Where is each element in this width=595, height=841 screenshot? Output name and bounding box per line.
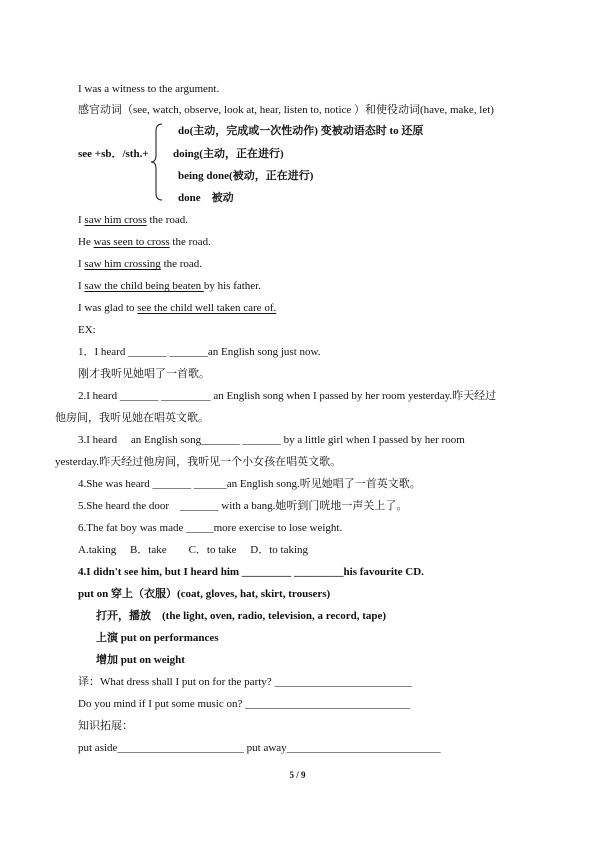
exercise-heading: EX: (78, 324, 96, 336)
exercise-question: 2.I heard _______ _________ an English song when I passed by her room yesterday.昨天经过 (78, 390, 497, 402)
exercise-question: 6.The fat boy was made _____more exercise to lose weight. (78, 522, 343, 534)
extension-line: put aside_______________________ put away____________________________ (78, 742, 441, 754)
example-sentence: I was glad to see the child well taken care of. (78, 302, 277, 314)
phrase-meaning: 上演 put on performances (96, 632, 219, 644)
exercise-question: 1．I heard _______ _______an English song just now. (78, 346, 321, 358)
exercise-question: 4.I didn't see him, but I heard him _________ _________his favourite CD. (78, 566, 424, 578)
exercise-options: A.taking B．take C．to take D．to taking (78, 544, 309, 556)
brace-item-being-done: being done(被动，正在进行) (178, 170, 314, 182)
exercise-question: 4.She was heard _______ ______an English song.听见她唱了一首英文歌。 (78, 478, 421, 490)
see-pattern-label: see +sb．/sth.+ (78, 148, 149, 160)
example-sentence: I saw him cross the road. (78, 214, 188, 226)
example-sentence: He was seen to cross the road. (78, 236, 211, 248)
example-sentence: I saw the child being beaten by his father. (78, 280, 261, 292)
exercise-question-cont: 他房间，我听见她在唱英文歌。 (55, 412, 209, 424)
text-line: 感官动词（see, watch, observe, look at, hear, listen to, notice ）和使役动词(have, make, let) (78, 104, 494, 116)
brace-item-doing: doing(主动，正在进行) (173, 148, 284, 160)
page-number: 5 / 9 (289, 770, 306, 780)
brace-item-done: done 被动 (178, 192, 234, 204)
brace-item-do: do(主动，完成或一次性动作) 变被动语态时 to 还原 (178, 125, 424, 137)
translation-exercise: 译：What dress shall I put on for the party? _________________________ (78, 676, 412, 688)
phrase-meaning: 增加 put on weight (96, 654, 185, 666)
exercise-question: 3.I heard an English song_______ _______ by a little girl when I passed by her room (78, 434, 465, 446)
curly-brace-icon (150, 123, 164, 201)
example-sentence: I saw him crossing the road. (78, 258, 203, 270)
phrase-meaning: 打开，播放 (the light, oven, radio, television, a record, tape) (96, 610, 387, 622)
translation-exercise: Do you mind if I put some music on? ______________________________ (78, 698, 411, 710)
exercise-question-cont: yesterday.昨天经过他房间，我听见一个小女孩在唱英文歌。 (55, 456, 342, 468)
exercise-translation: 刚才我听见她唱了一首歌。 (78, 368, 210, 380)
phrase-put-on: put on 穿上（衣服）(coat, gloves, hat, skirt, trousers) (78, 588, 331, 600)
text-line: I was a witness to the argument. (78, 83, 220, 95)
extension-heading: 知识拓展： (78, 720, 133, 732)
exercise-question: 5.She heard the door _______ with a bang.她听到门咣地一声关上了。 (78, 500, 408, 512)
